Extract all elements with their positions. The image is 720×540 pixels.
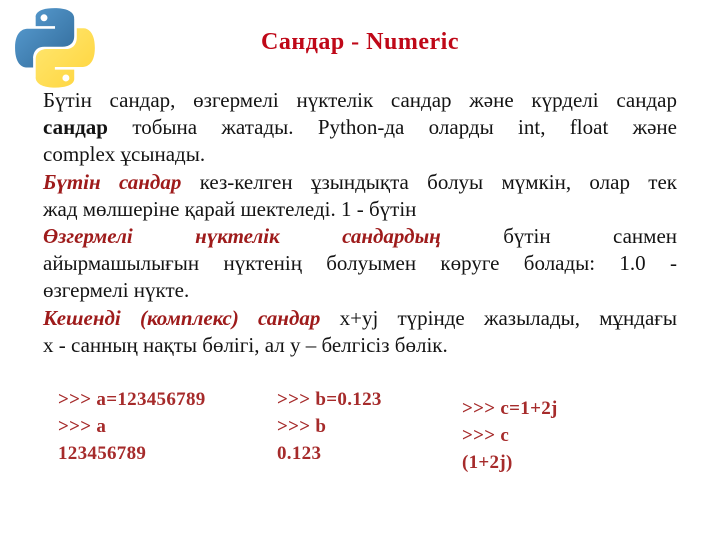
code-block-complex-example [462, 395, 558, 476]
code-line: >>> b [277, 416, 327, 437]
paragraph-2-line-1 [43, 169, 677, 196]
text-run: кез-келген ұзындықта болуы мүмкін, олар тек [181, 169, 677, 194]
code-line: >>> b=0.123 [277, 389, 382, 410]
code-line: >>> c [462, 425, 510, 446]
emphasis-term: Кешенді (комплекс) сандар [43, 305, 321, 330]
text-run: Бүтін сандар, өзгермелі нүктелік сандар және күрделі сандар [43, 88, 677, 112]
emphasis-term: Бүтін сандар [43, 169, 182, 194]
paragraph-4-line-2 [43, 332, 677, 359]
slide-title: Сандар - Numeric [261, 29, 459, 55]
code-line: 0.123 [277, 443, 322, 464]
code-line: >>> a [58, 416, 107, 437]
paragraph-1-line-2 [43, 114, 677, 141]
text-run: complex ұсынады. [43, 142, 206, 167]
text-run: тобына жатады. Python-да оларды int, float және [107, 115, 677, 140]
text-run: x - санның нақты бөлігі, ал y – белгісіз бөлік. [43, 332, 448, 357]
paragraph-3-line-1 [43, 223, 677, 250]
code-line: (1+2j) [462, 452, 513, 473]
paragraph-3-line-2 [43, 250, 677, 277]
code-line: >>> c=1+2j [462, 398, 558, 419]
paragraph-1-line-1 [43, 87, 677, 114]
code-line: 123456789 [58, 443, 147, 464]
code-block-float-example [277, 386, 382, 467]
bold-term: сандар [43, 115, 108, 140]
body-text [43, 87, 677, 359]
paragraph-2-line-2 [43, 196, 677, 223]
text-run: жад мөлшеріне қарай шектеледі. 1 - бүтін [43, 196, 417, 221]
paragraph-3-line-3 [43, 277, 677, 304]
paragraph-4-line-1 [43, 305, 677, 332]
text-run: өзгермелі нүкте. [43, 278, 190, 303]
text-run: бүтін санмен [440, 224, 677, 249]
code-line: >>> a=123456789 [58, 389, 206, 410]
paragraph-1-line-3 [43, 141, 677, 168]
emphasis-term: Өзгермелі нүктелік сандардың [43, 224, 441, 249]
text-run: айырмашылығын нүктенің болуымен көруге болады: 1.0 - [43, 251, 677, 276]
code-block-int-example [58, 386, 206, 467]
text-run: x+yj түрінде жазылады, мұндағы [320, 305, 677, 330]
